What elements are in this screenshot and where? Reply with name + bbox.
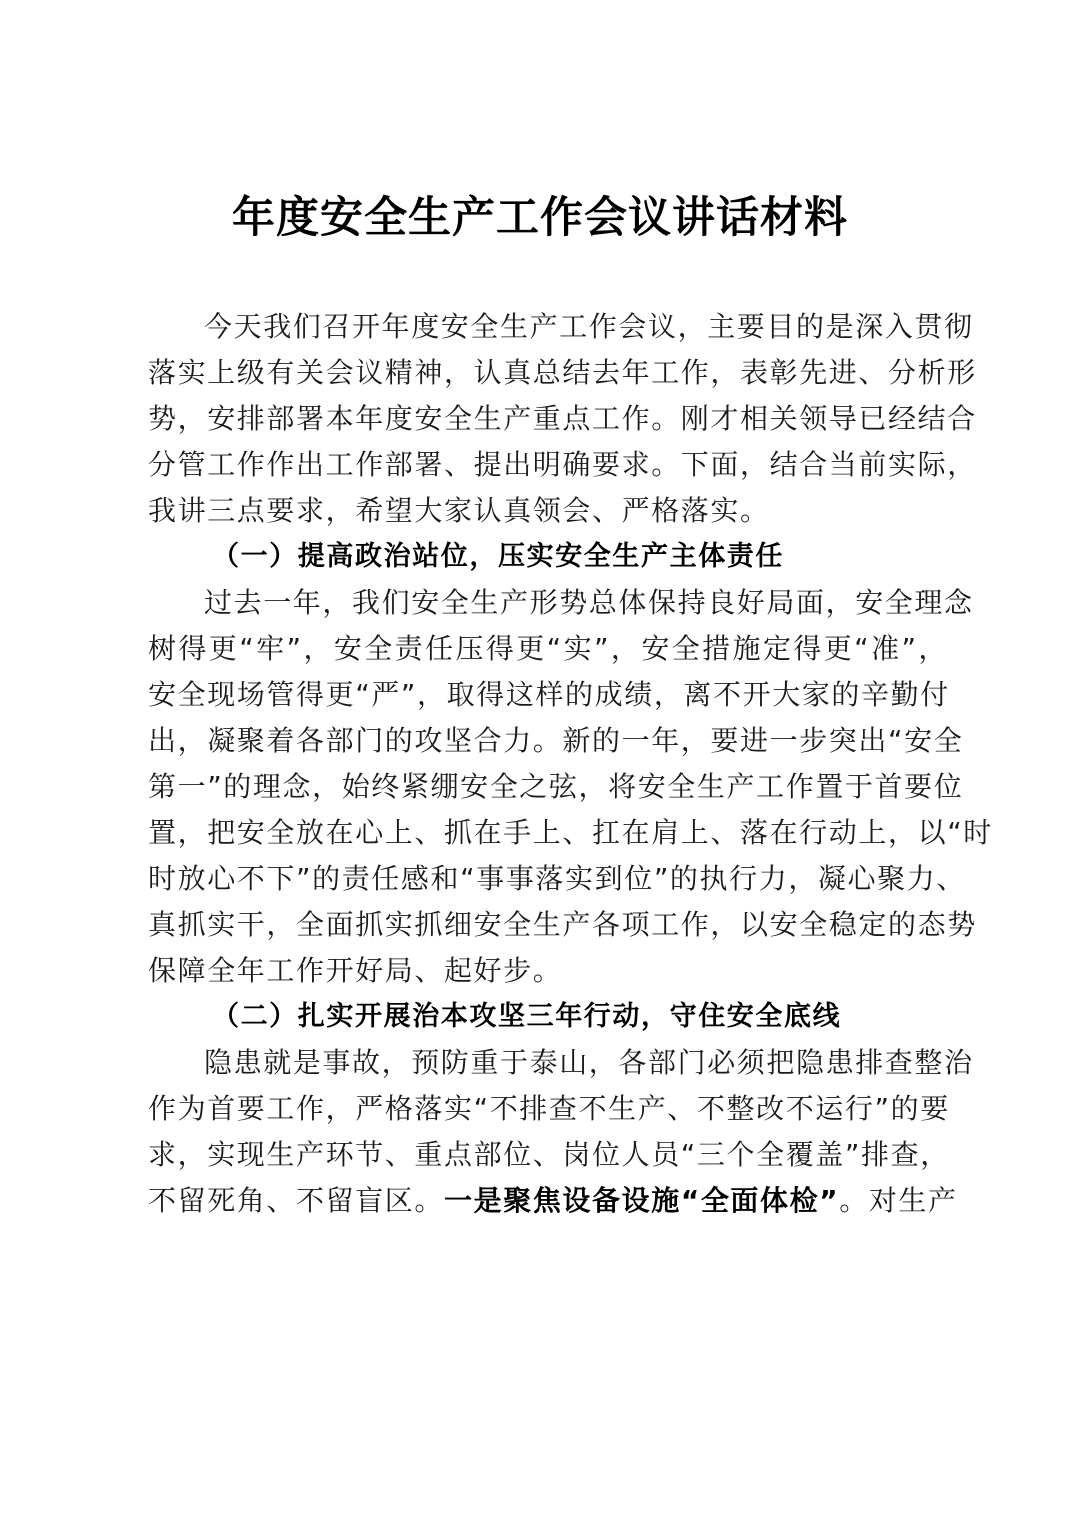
document-body (148, 304, 993, 1224)
text-line: 第一”的理念，始终紧绷安全之弦，将安全生产工作置于首要位 (148, 770, 964, 803)
text-line: 作为首要工作，严格落实“不排查不生产、不整改不运行”的要 (148, 1092, 950, 1125)
text-line: 树得更“牢”，安全责任压得更“实”，安全措施定得更“准”， (148, 632, 948, 665)
text-line: 保障全年工作开好局、起好步。 (148, 954, 563, 987)
document-title: 年度安全生产工作会议讲话材料 (232, 193, 848, 243)
section-heading-1: （一）提高政治站位，压实安全生产主体责任 (212, 541, 784, 572)
section-heading-2: （二）扎实开展治本攻坚三年行动，守住安全底线 (212, 1001, 842, 1032)
section-1-paragraph (148, 580, 993, 994)
text-line: 出，凝聚着各部门的攻坚合力。新的一年，要进一步突出“安全 (148, 724, 964, 757)
text-run: 不留死角、不留盲区。 (148, 1184, 445, 1217)
text-line: 过去一年，我们安全生产形势总体保持良好局面，安全理念 (204, 586, 974, 619)
text-line: 时放心不下”的责任感和“事事落实到位”的执行力，凝心聚力、 (148, 862, 966, 895)
intro-paragraph (148, 304, 977, 534)
text-line: 势，安排部署本年度安全生产重点工作。刚才相关领导已经结合 (148, 402, 977, 435)
text-line: 求，实现生产环节、重点部位、岗位人员“三个全覆盖”排查， (148, 1138, 950, 1171)
text-line: 隐患就是事故，预防重于泰山，各部门必须把隐患排查整治 (204, 1046, 974, 1079)
section-2-paragraph (148, 1040, 974, 1224)
text-line: 分管工作作出工作部署、提出明确要求。下面，结合当前实际， (148, 448, 977, 481)
text-line: 今天我们召开年度安全生产工作会议，主要目的是深入贯彻 (204, 310, 974, 343)
text-line: 我讲三点要求，希望大家认真领会、严格落实。 (148, 494, 770, 527)
text-line-mixed (148, 1178, 958, 1224)
text-line: 落实上级有关会议精神，认真总结去年工作，表彰先进、分析形 (148, 356, 977, 389)
text-line: 安全现场管得更“严”，取得这样的成绩，离不开大家的辛勤付 (148, 678, 950, 711)
text-line: 真抓实干，全面抓实抓细安全生产各项工作，以安全稳定的态势 (148, 908, 977, 941)
text-line: 置，把安全放在心上、抓在手上、扛在肩上、落在行动上，以“时 (148, 816, 993, 849)
bold-text-run: 一是聚焦设备设施“全面体检” (444, 1184, 840, 1217)
text-run: 。对生产 (839, 1184, 958, 1217)
